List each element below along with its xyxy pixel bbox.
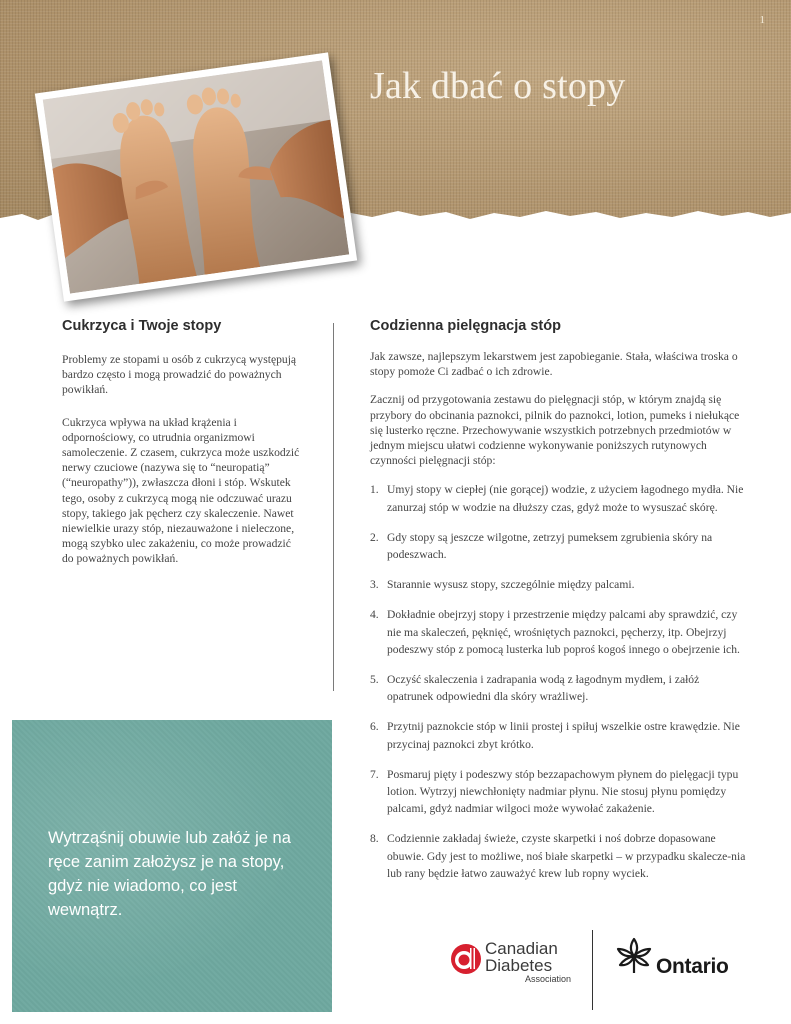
step-text: Umyj stopy w ciepłej (nie gorącej) wodzie, z użyciem łagodnego mydła. Nie zanurzaj stóp w wodzie na dłuższy czas, gdyż może to wysuszać skórę.: [387, 483, 744, 514]
feet-photo: [35, 52, 357, 301]
step-number: 6.: [370, 720, 379, 734]
column-divider: [333, 323, 334, 691]
paragraph: Jak zawsze, najlepszym lekarstwem jest zapobieganie. Stała, właściwa troska o stopy pomoże Ci zadbać o ich zdrowie.: [370, 350, 738, 379]
care-steps-list: [370, 481, 746, 882]
step-number: 1.: [370, 483, 379, 497]
canadian-diabetes-association-logo: [450, 940, 580, 986]
step-number: 8.: [370, 832, 379, 846]
step-text: Starannie wysusz stopy, szczególnie między palcami.: [387, 578, 635, 592]
paragraph: Cukrzyca wpływa na układ krążenia i odpornościowy, co utrudnia organizmowi samoleczenie. Z czasem, cukrzyca może uszkodzić nerwy czuciowe (nazywa się to “neuropatią” (“neuropathy”)), zwłaszcza dłoni i stóp. Wskutek tego, osoby z cukrzycą mogą nie odczuwać urazu stopy, takiego jak pęcherz czy skaleczenie. Nawet niewielkie urazy stóp, niezauważone i nieleczone, mogą szybko ulec zakażeniu, co może prowadzić do poważnych powikłań.: [62, 415, 300, 566]
step-text: Gdy stopy są jeszcze wilgotne, zetrzyj pumeksem zgrubienia skóry na podeszwach.: [387, 530, 713, 562]
step-text: Dokładnie obejrzyj stopy i przestrzenie między palcami aby sprawdzić, czy nie ma skaleczeń, pęknięć, wrośniętych paznokci, pęcherzy, itp. Obejrzyj podeszwy stóp z pomocą lusterka lub poproś kogoś innego o obejrzenie ich.: [387, 608, 740, 656]
paragraph: Zacznij od przygotowania zestawu do pielęgnacji stóp, w którym znajdą się przybory do obcinania paznokci, pilnik do paznokci, lotion, pumeks i niełukące się lusterko ręczne. Przechowywanie wszystkich potrzebnych przedmiotów w jednym miejscu ułatwi codzienne wykonywanie poniższych rutynowych czynności pielęgnacji stóp:: [370, 393, 740, 468]
list-item: [370, 576, 746, 593]
list-item: [370, 606, 746, 658]
step-number: 2.: [370, 530, 379, 544]
list-item: [370, 766, 746, 818]
step-number: 7.: [370, 767, 379, 781]
list-item: [370, 718, 746, 752]
step-number: 4.: [370, 608, 379, 622]
step-number: 3.: [370, 578, 379, 592]
list-item: [370, 481, 746, 515]
step-text: Oczyść skaleczenia i zadrapania wodą z łagodnym mydłem, i załóż opatrunek odpowiedni dla skóry wrażliwej.: [387, 673, 700, 704]
paragraph: Problemy ze stopami u osób z cukrzycą występują bardzo często i mogą prowadzić do poważnych powikłań.: [62, 353, 297, 397]
diabetes-feet-section: [62, 318, 302, 584]
cda-name-line2: Diabetes: [485, 956, 553, 975]
page-number: 1: [759, 14, 765, 26]
logo-divider: [592, 930, 593, 1010]
section-heading-daily-care: Codzienna pielęgnacja stóp: [370, 318, 561, 334]
page-title: Jak dbać o stopy: [370, 65, 626, 107]
cda-name-line1: Canadian: [485, 939, 558, 958]
step-number: 5.: [370, 673, 379, 687]
list-item: [370, 671, 746, 705]
daily-care-section: [370, 318, 746, 895]
callout-text: Wytrząśnij obuwie lub załóż je na ręce zanim założysz je na stopy, gdyż nie wiadomo, co jest wewnątrz.: [48, 829, 291, 919]
trillium-icon: [614, 935, 654, 977]
cda-name-line3: Association: [524, 974, 571, 984]
cda-mark-icon: [450, 943, 482, 975]
list-item: [370, 529, 746, 563]
tip-callout: [12, 720, 332, 1012]
step-text: Codziennie zakładaj świeże, czyste skarpetki i noś dobrze dopasowane obuwie. Gdy jest to możliwe, noś białe skarpetki – w przypadku skalecze-nia lub rany będzie łatwo zauważyć krew lub ropny wyciek.: [387, 832, 746, 880]
step-text: Przytnij paznokcie stóp w linii prostej i spiłuj wszelkie ostre krawędzie. Nie przycinaj paznokci zbyt krótko.: [387, 720, 740, 751]
list-item: [370, 830, 746, 882]
feet-illustration: [43, 60, 350, 293]
section-heading-diabetes: Cukrzyca i Twoje stopy: [62, 318, 222, 334]
step-text: Posmaruj pięty i podeszwy stóp bezzapachowym płynem do pielęgacji typu lotion. Wytrzyj niewchłonięty nadmiar płynu. Nie stosuj płynu pomiędzy palcami, gdyż nadmiar wilgoci może wywołać zakażenie.: [387, 767, 739, 816]
ontario-logo: [614, 935, 734, 983]
ontario-wordmark: Ontario: [656, 955, 729, 978]
